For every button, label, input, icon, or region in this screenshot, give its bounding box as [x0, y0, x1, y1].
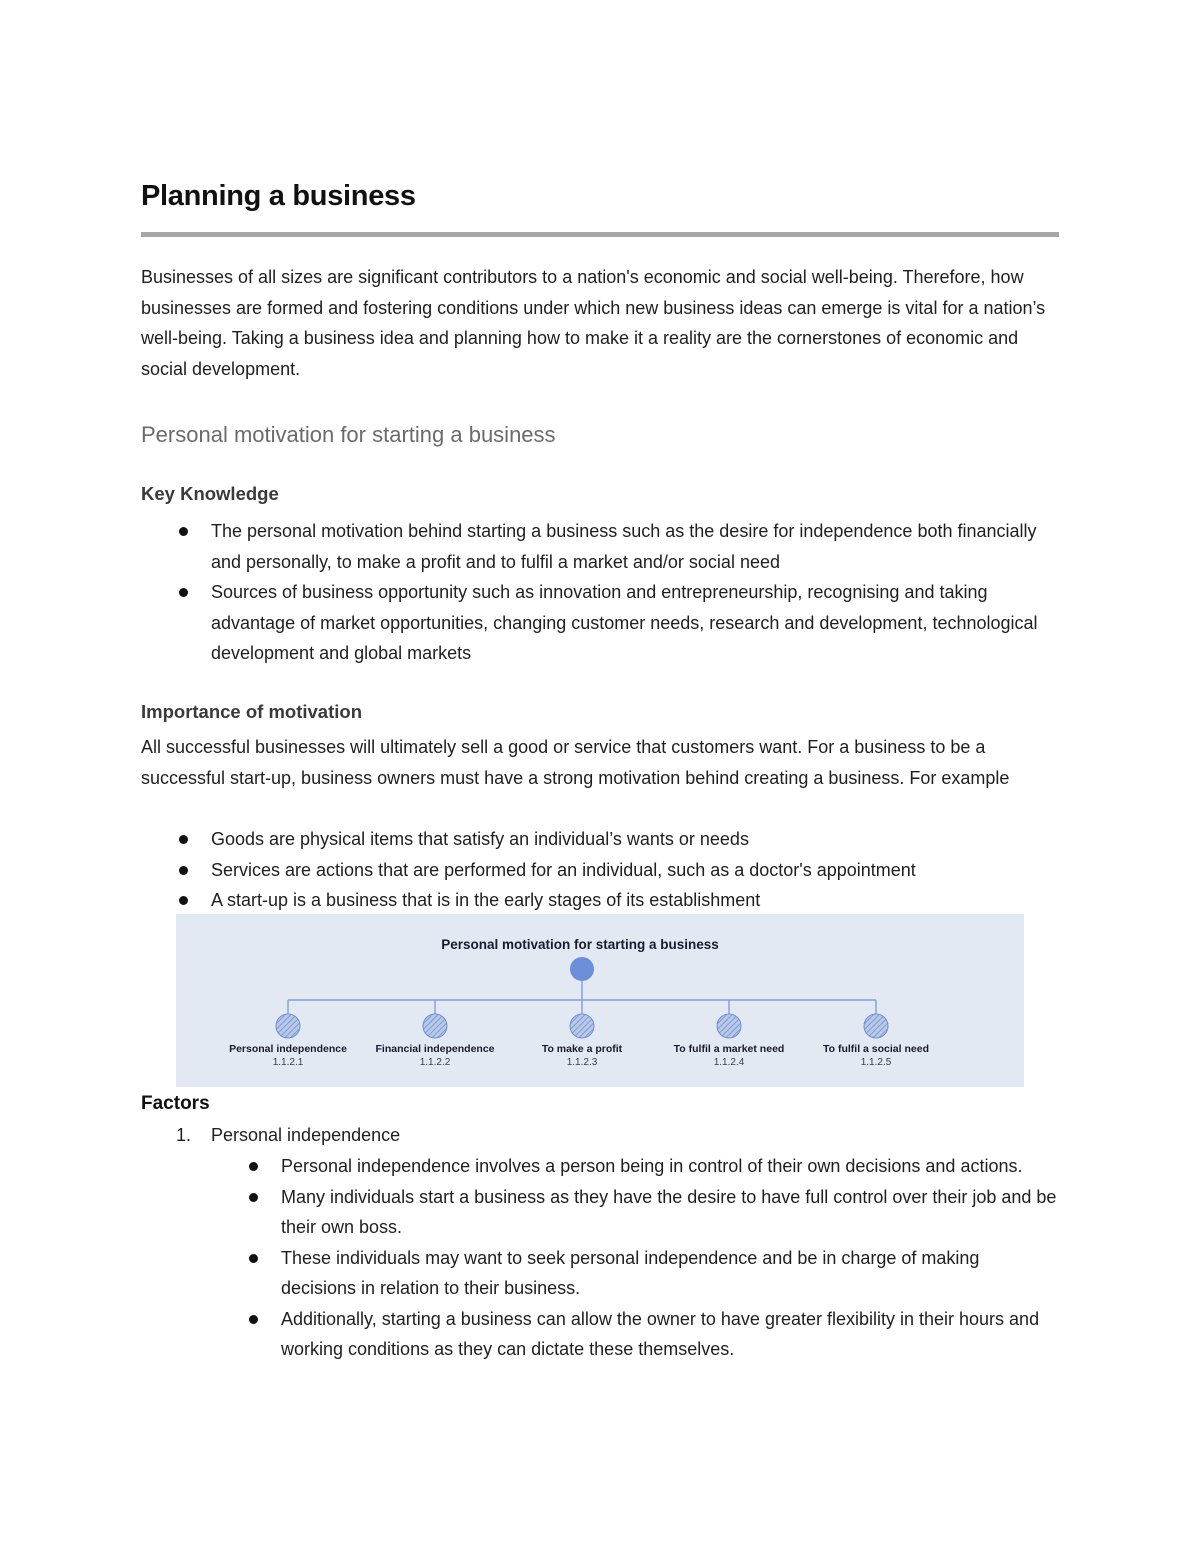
bullet-icon: [179, 588, 188, 597]
list-item-text: Services are actions that are performed for an individual, such as a doctor's appointment: [211, 859, 916, 880]
list-item: [211, 1304, 1059, 1365]
motivation-diagram-svg: [176, 914, 1024, 1087]
bullet-icon: [249, 1193, 258, 1202]
section-heading: Personal motivation for starting a business: [141, 422, 556, 447]
motivation-diagram: [176, 914, 1024, 1087]
list-item: [211, 1243, 1059, 1304]
bullet-icon: [249, 1254, 258, 1263]
list-item-text: Personal independence involves a person being in control of their own decisions and actions.: [281, 1156, 1023, 1176]
page-title: Planning a business: [141, 180, 416, 212]
factors-heading: Factors: [141, 1093, 210, 1114]
bullet-icon: [179, 527, 188, 536]
list-item-text: Additionally, starting a business can allow the owner to have greater flexibility in their hours and working conditions as they can dictate these themselves.: [281, 1308, 1040, 1359]
bullet-icon: [179, 866, 188, 875]
diagram-connectors: [288, 981, 876, 1014]
key-knowledge-heading: Key Knowledge: [141, 483, 279, 504]
diagram-node-label: Personal independence: [229, 1043, 347, 1055]
bullet-icon: [179, 896, 188, 905]
diagram-node-code: 1.1.2.5: [860, 1057, 892, 1068]
diagram-node-code: 1.1.2.4: [713, 1057, 745, 1068]
diagram-root-node: [570, 957, 594, 981]
list-item: [141, 885, 1059, 916]
diagram-node-code: 1.1.2.2: [419, 1057, 451, 1068]
diagram-node: [423, 1014, 447, 1038]
diagram-node: [864, 1014, 888, 1038]
list-item-text: Goods are physical items that satisfy an individual’s wants or needs: [211, 829, 749, 849]
list-item: [211, 1151, 1059, 1182]
importance-heading: Importance of motivation: [141, 701, 362, 722]
diagram-node: [276, 1014, 300, 1038]
bullet-icon: [249, 1315, 258, 1324]
list-item-text: Sources of business opportunity such as innovation and entrepreneurship, recognising and taking advantage of market opportunities, changing customer needs, research and development, technological development and global markets: [211, 582, 1038, 663]
importance-paragraph: All successful businesses will ultimately sell a good or service that customers want. For a business to be a successful start-up, business owners must have a strong motivation behind creating a business. For example: [141, 737, 1010, 788]
diagram-node-label: To fulfil a market need: [673, 1043, 785, 1055]
title-divider: [141, 232, 1059, 237]
factor-title: Personal independence: [211, 1125, 401, 1145]
bullet-icon: [179, 835, 188, 844]
importance-list: [141, 824, 1059, 916]
list-item: [141, 577, 1059, 669]
diagram-node-code: 1.1.2.1: [272, 1057, 304, 1068]
list-item-text: These individuals may want to seek personal independence and be in charge of making decisions in relation to their business.: [281, 1247, 980, 1298]
intro-paragraph: Businesses of all sizes are significant contributors to a nation's economic and social well-being. Therefore, how businesses are formed and fostering conditions under which new business ideas can emerge is vital for a nation’s well-being. Taking a business idea and planning how to make it a reality are the cornerstones of economic and social development.: [141, 267, 1046, 379]
diagram-title: Personal motivation for starting a business: [441, 937, 719, 952]
list-item: [211, 1182, 1059, 1243]
factor-number: 1.: [176, 1125, 192, 1145]
key-knowledge-list: [141, 516, 1059, 669]
diagram-node: [570, 1014, 594, 1038]
diagram-node-code: 1.1.2.3: [566, 1057, 598, 1068]
list-item-text: Many individuals start a business as they have the desire to have full control over their job and be their own boss.: [281, 1186, 1057, 1237]
diagram-node-label: To make a profit: [541, 1043, 623, 1055]
diagram-node-label: To fulfil a social need: [823, 1043, 929, 1055]
factor-numbered-item: [176, 1120, 400, 1151]
factor-detail-list: [211, 1151, 1059, 1365]
diagram-node-label: Financial independence: [375, 1043, 495, 1055]
diagram-nodes: [229, 1014, 929, 1068]
list-item-text: A start-up is a business that is in the early stages of its establishment: [211, 890, 761, 910]
list-item: [141, 824, 1059, 855]
bullet-icon: [249, 1162, 258, 1171]
list-item-text: The personal motivation behind starting a business such as the desire for independence both financially and personally, to make a profit and to fulfil a market and/or social need: [211, 521, 1037, 572]
list-item: [141, 855, 1059, 886]
diagram-node: [717, 1014, 741, 1038]
list-item: [141, 516, 1059, 577]
